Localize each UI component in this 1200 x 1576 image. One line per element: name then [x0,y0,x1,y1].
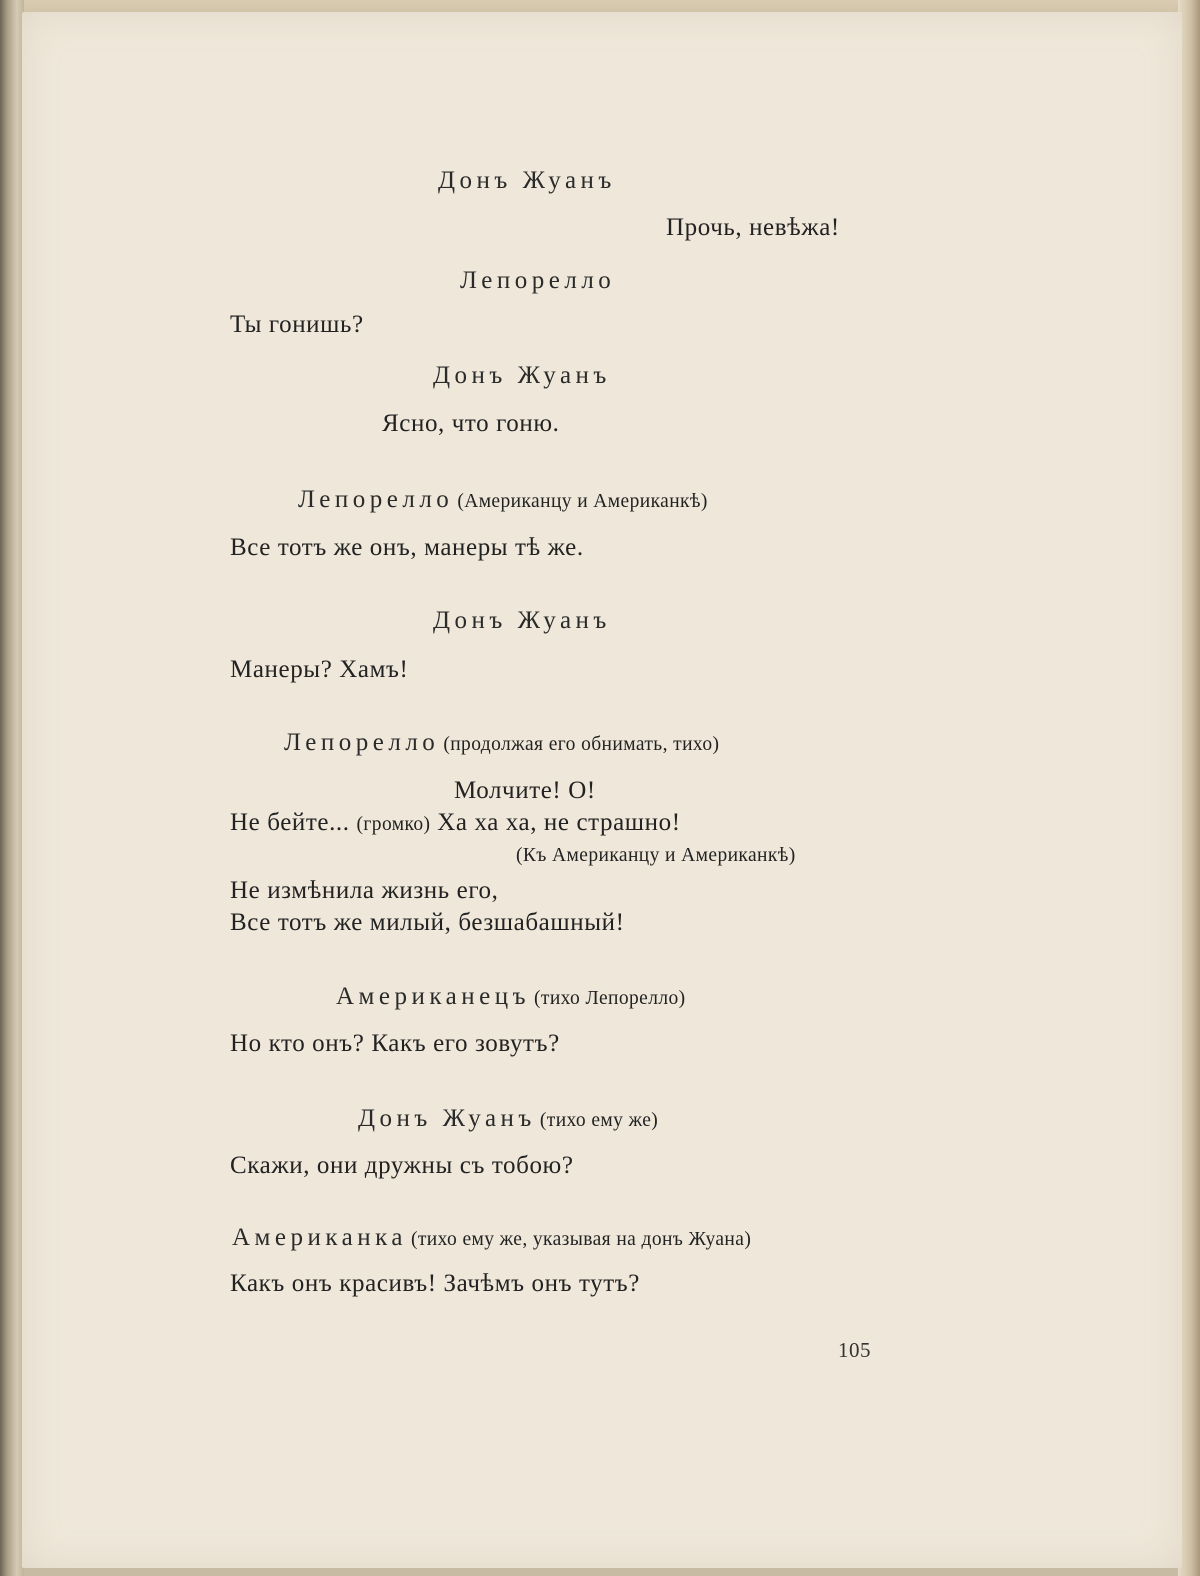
verse-line: Манеры? Хамъ! [230,656,409,683]
stage-direction: (Къ Американцу и Американкѣ) [516,845,796,866]
speaker-american-woman: Американка [232,1224,407,1251]
speaker-don-juan: Донъ Жуанъ [438,167,616,194]
verse-line: Скажи, они дружны съ тобою? [230,1152,574,1179]
speaker-with-direction [284,730,719,755]
verse-line-with-direction [230,810,681,835]
verse-line: Но кто онъ? Какъ его зовутъ? [230,1030,560,1057]
speaker-don-juan: Донъ Жуанъ [433,607,611,634]
stage-direction: (продолжая его обнимать, тихо) [443,734,720,755]
verse-line: Все тотъ же милый, безшабашный! [230,909,625,936]
page-number: 105 [838,1338,871,1362]
speaker-leporello: Лепорелло [284,729,440,756]
stage-direction: (громко) [356,814,431,835]
stage-direction: (тихо ему же) [539,1110,659,1131]
verse-text: Не бейте... [230,809,350,836]
speaker-don-juan: Донъ Жуанъ [358,1105,536,1132]
book-spine-edge [0,0,24,1576]
speaker-with-direction [358,1106,658,1131]
speaker-with-direction [336,984,686,1009]
speaker-leporello: Лепорелло [298,486,454,513]
verse-text: Ха ха ха, не страшно! [437,809,681,836]
book-page [22,12,1182,1568]
verse-line: Ясно, что гоню. [382,410,560,437]
speaker-american-man: Американецъ [336,983,530,1010]
stage-direction: (тихо Лепорелло) [534,988,686,1009]
verse-line: Ты гонишь? [230,311,364,338]
speaker-leporello: Лепорелло [460,267,616,294]
verse-line: Не измѣнила жизнь его, [230,877,499,904]
speaker-don-juan: Донъ Жуанъ [433,362,611,389]
speaker-with-direction [232,1225,751,1250]
stage-direction: (тихо ему же, указывая на донъ Жуана) [410,1229,752,1250]
verse-line: Молчите! О! [454,777,596,804]
verse-line: Какъ онъ красивъ! Зачѣмъ онъ тутъ? [230,1270,640,1297]
verse-line: Все тотъ же онъ, манеры тѣ же. [230,534,584,561]
verse-line: Прочь, невѣжа! [666,214,840,241]
stage-direction: (Американцу и Американкѣ) [457,491,708,512]
speaker-with-direction [298,487,708,512]
